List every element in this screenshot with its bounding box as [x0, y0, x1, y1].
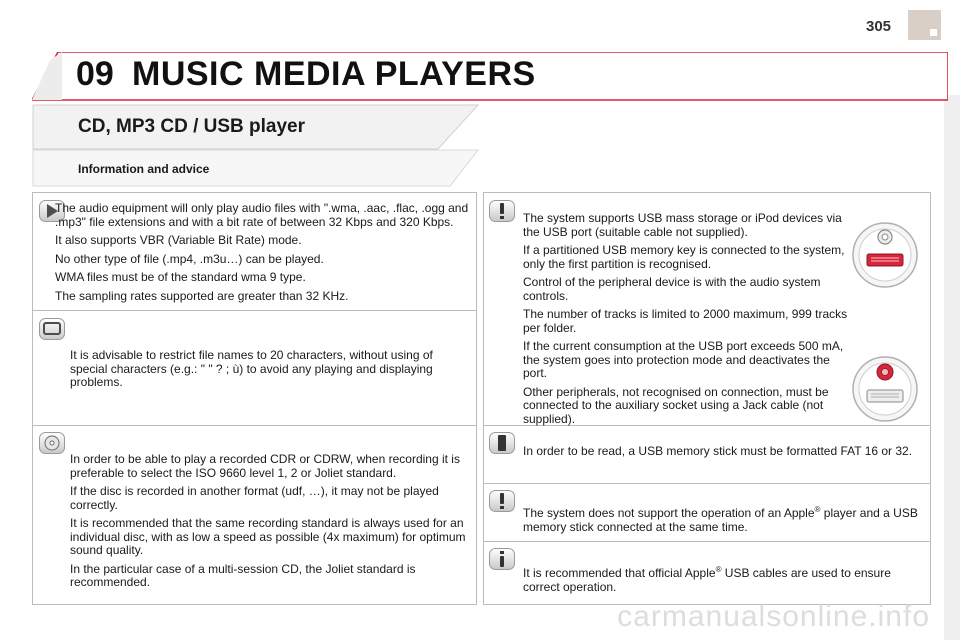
watermark: carmanualsonline.info: [617, 600, 930, 633]
paragraph: In order to be able to play a recorded CDR or CDRW, when recording it is preferable to select the ISO 9660 level 1, 2 or Joliet standard.: [70, 452, 460, 480]
text: USB cables are used to ensure correct operation.: [523, 566, 891, 594]
right-block-4-text: [523, 563, 923, 599]
right-block-2-text: [523, 445, 923, 464]
right-block-1-text: [523, 212, 848, 431]
paragraph: It is advisable to restrict file names to 20 characters, without using of special characters (e.g.: " " ? ; ù) to avoid any playing and displaying problems.: [70, 348, 433, 389]
section-title: CD, MP3 CD / USB player: [78, 116, 305, 137]
chapter-number: 09: [76, 55, 114, 93]
info-icon: [489, 548, 515, 570]
paragraph: If a partitioned USB memory key is connected to the system, only the first partition is recognised.: [523, 243, 845, 271]
page-number: 305: [866, 18, 892, 35]
paragraph: It is recommended that the same recording standard is always used for an individual disc, with as low a speed as possible (4x maximum) for optimum sound quality.: [70, 516, 466, 557]
paragraph: If the disc is recorded in another format (udf, …), it may not be played correctly.: [70, 484, 439, 512]
panel-divider: [32, 310, 476, 311]
panel-divider: [32, 425, 476, 426]
paragraph: No other type of file (.mp4, .m3u…) can be played.: [55, 251, 324, 266]
paragraph: The sampling rates supported are greater than 32 KHz.: [55, 288, 349, 303]
paragraph: WMA files must be of the standard wma 9 type.: [55, 270, 306, 284]
side-strip: [944, 95, 960, 640]
registered-mark: ®: [715, 565, 722, 574]
warning-icon: [489, 490, 515, 512]
paragraph: [523, 503, 923, 534]
page-corner-tab-mark: [930, 29, 937, 36]
warning-icon: [489, 200, 515, 222]
panel-divider: [483, 483, 930, 484]
left-block-2-text: [70, 349, 470, 395]
chapter-title: MUSIC MEDIA PLAYERS: [132, 55, 536, 93]
jack-socket-illustration: [850, 353, 920, 425]
usb-port-illustration: [850, 219, 920, 291]
left-block-3-text: [70, 453, 472, 595]
panel-divider: [483, 541, 930, 542]
paragraph: It also supports VBR (Variable Bit Rate) mode.: [55, 233, 302, 247]
text: The system does not support the operation of an Apple: [523, 506, 815, 520]
paragraph: Control of the peripheral device is with the audio system controls.: [523, 275, 821, 303]
left-block-1-text: [55, 202, 469, 308]
screen-icon: [39, 318, 65, 340]
paragraph: If the current consumption at the USB port exceeds 500 mA, the system goes into protection mode and deactivates the port.: [523, 339, 844, 380]
subsection-title: Information and advice: [78, 162, 210, 176]
paragraph: The audio equipment will only play audio files with ".wma, .aac, .flac, .ogg and .mp3" file extensions and with a bit rate of between 32 Kbps and 320 Kbps.: [55, 201, 469, 229]
paragraph: The number of tracks is limited to 2000 maximum, 999 tracks per folder.: [523, 307, 848, 335]
registered-mark: ®: [814, 505, 821, 514]
paragraph: In order to be read, a USB memory stick must be formatted FAT 16 or 32.: [523, 444, 913, 458]
paragraph: [523, 563, 923, 594]
paragraph: Other peripherals, not recognised on connection, must be connected to the auxiliary socket using a Jack cable (not supplied).: [523, 384, 829, 426]
right-block-3-text: [523, 503, 923, 539]
usb-stick-icon: [489, 432, 515, 454]
text: player and a USB memory stick connected at the same time.: [523, 506, 918, 534]
disc-icon: [39, 432, 65, 454]
paragraph: In the particular case of a multi-session CD, the Joliet standard is recommended.: [70, 561, 416, 589]
paragraph: The system supports USB mass storage or iPod devices via the USB port (suitable cable not supplied).: [523, 211, 842, 239]
text: It is recommended that official Apple: [523, 566, 716, 580]
